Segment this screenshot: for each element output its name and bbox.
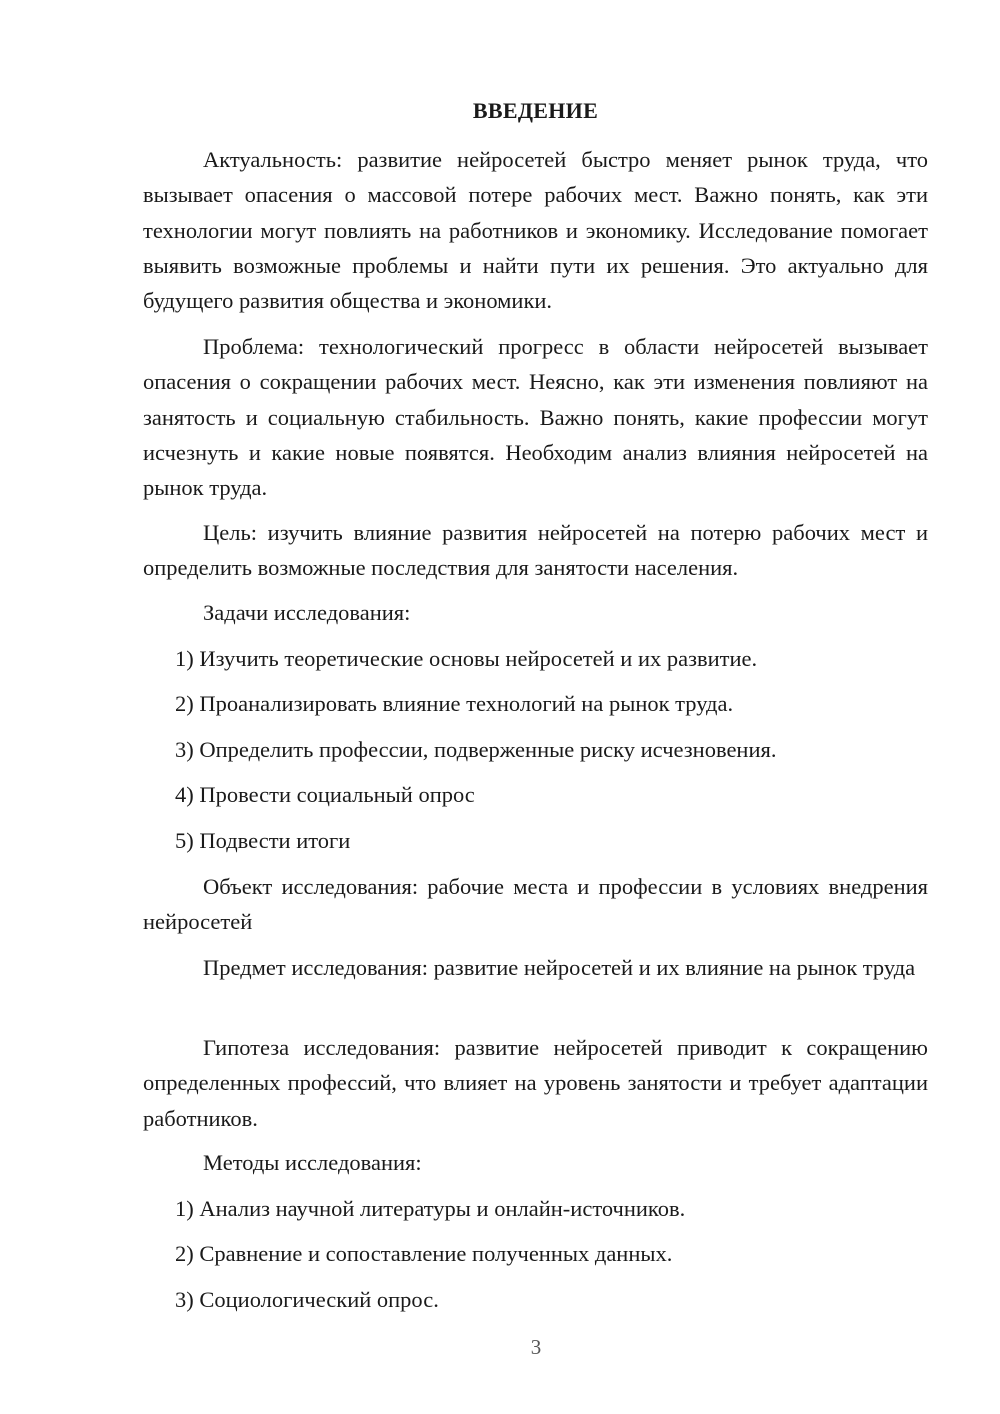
page-title: ВВЕДЕНИЕ xyxy=(472,98,599,123)
task-item: 1) Изучить теоретические основы нейросетей и их развитие. xyxy=(175,646,758,671)
task-item: 4) Провести социальный опрос xyxy=(175,782,475,807)
paragraph-problem: Проблема: технологический прогресс в области нейросетей вызывает опасения о сокращении рабочих мест. Неясно, как эти изменения повлияют на занятость и социальную стабильность. Важно понять, какие профессии могут исчезнуть и какие новые появятся. Необходим анализ влияния нейросетей на рынок труда. xyxy=(143,334,928,501)
method-item: 2) Сравнение и сопоставление полученных данных. xyxy=(175,1241,673,1266)
task-item: 3) Определить профессии, подверженные риску исчезновения. xyxy=(175,737,777,762)
method-item: 3) Социологический опрос. xyxy=(175,1287,439,1312)
tasks-heading: Задачи исследования: xyxy=(203,600,411,625)
method-item: 1) Анализ научной литературы и онлайн-источников. xyxy=(175,1196,686,1221)
task-item: 2) Проанализировать влияние технологий на рынок труда. xyxy=(175,691,734,716)
paragraph-hypothesis: Гипотеза исследования: развитие нейросетей приводит к сокращению определенных профессий, что влияет на уровень занятости и требует адаптации работников. xyxy=(143,1035,928,1131)
methods-heading: Методы исследования: xyxy=(203,1150,422,1175)
task-item: 5) Подвести итоги xyxy=(175,828,351,853)
paragraph-subject: Предмет исследования: развитие нейросетей и их влияние на рынок труда xyxy=(203,955,916,980)
paragraph-relevance: Актуальность: развитие нейросетей быстро меняет рынок труда, что вызывает опасения о массовой потере рабочих мест. Важно понять, как эти технологии могут повлиять на работников и экономику. Исследование помогает выявить возможные проблемы и найти пути их решения. Это актуально для будущего развития общества и экономики. xyxy=(143,147,928,314)
paragraph-goal: Цель: изучить влияние развития нейросетей на потерю рабочих мест и определить возможные последствия для занятости населения. xyxy=(143,520,928,581)
paragraph-object: Объект исследования: рабочие места и профессии в условиях внедрения нейросетей xyxy=(143,874,928,935)
page-number: 3 xyxy=(530,1335,542,1359)
